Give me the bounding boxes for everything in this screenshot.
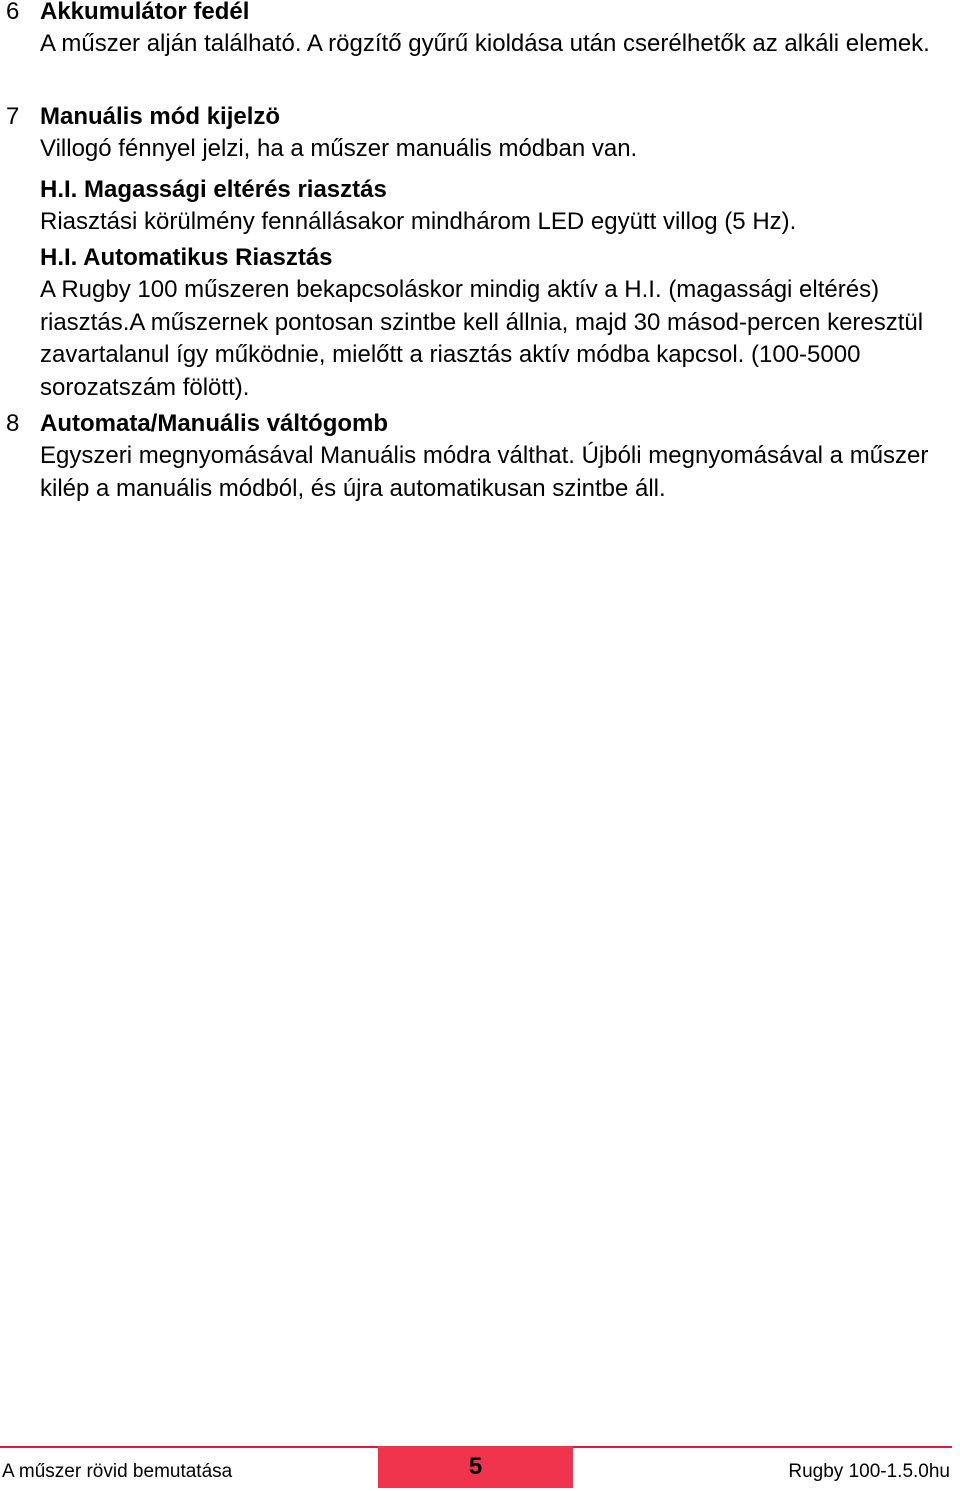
list-item (0, 0, 960, 61)
item-text: A műszer alján található. A rögzítő gyűrű kioldása után cserélhetők az alkáli elemek. (40, 30, 930, 57)
item-number: 7 (6, 103, 20, 130)
item-text: Villogó fénnyel jelzi, ha a műszer manuális módban van. (40, 135, 638, 162)
item-heading: Automata/Manuális váltógomb (40, 410, 389, 437)
list-item (0, 101, 960, 166)
item-number: 6 (6, 0, 20, 25)
item-heading: H.I. Magassági eltérés riasztás (40, 176, 387, 203)
page-number: 5 (378, 1446, 573, 1488)
item-heading: H.I. Automatikus Riasztás (40, 244, 333, 271)
list-item (0, 242, 960, 404)
item-text: Egyszeri megnyomásával Manuális módra válthat. Újbóli megnyomásával a műszer kilép a manuális módból, és újra automatikusan szintbe áll. (40, 442, 929, 502)
item-number: 8 (6, 410, 20, 437)
item-heading: Manuális mód kijelzö (40, 103, 281, 130)
item-text: A Rugby 100 műszeren bekapcsoláskor mindig aktív a H.I. (magassági eltérés) riasztás.A műszernek pontosan szintbe kell állnia, majd 30 másod-percen keresztül zavartalanul így működnie, mielőtt a riasztás aktív módba kapcsol. (100-5000 sorozatszám fölött). (40, 276, 924, 401)
item-text: Riasztási körülmény fennállásakor mindhárom LED együtt villog (5 Hz). (40, 208, 797, 235)
footer-doc-id: Rugby 100-1.5.0hu (788, 1461, 950, 1482)
footer-section-title: A műszer rövid bemutatása (2, 1461, 233, 1482)
page-footer (0, 1446, 952, 1491)
item-heading: Akkumulátor fedél (40, 0, 250, 25)
list-item (0, 408, 960, 505)
list-item (0, 174, 960, 239)
